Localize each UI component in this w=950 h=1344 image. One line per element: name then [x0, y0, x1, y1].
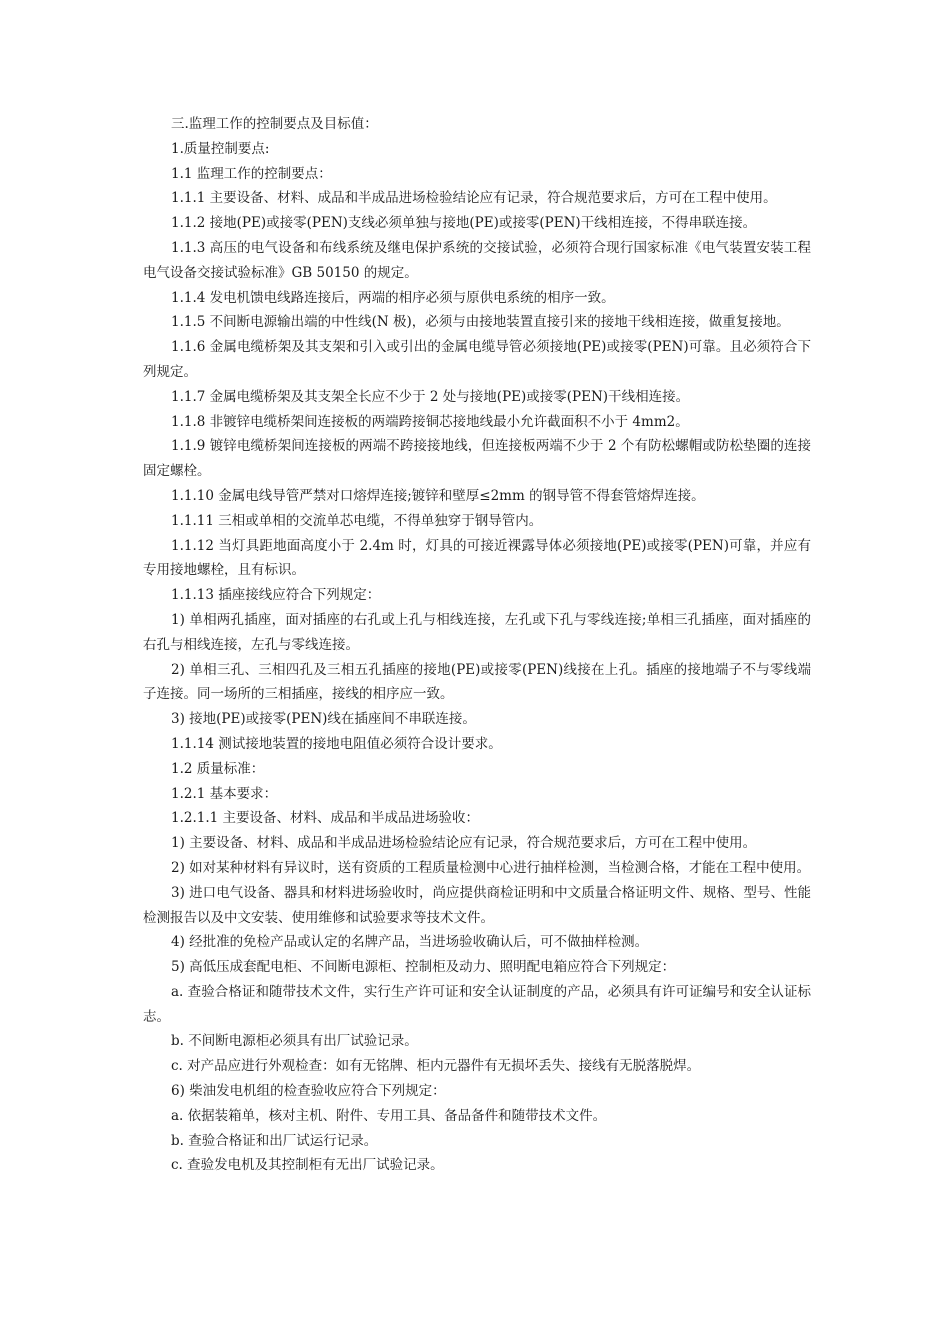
- list-item: a. 依据装箱单，核对主机、附件、专用工具、备品备件和随带技术文件。: [171, 1107, 607, 1124]
- list-item: 2) 单相三孔、三相四孔及三相五孔插座的接地(PE)或接零(PEN)线接在上孔。插座的接地端子不与零线端子连接。同一场所的三相插座，接线的相序应一致。: [143, 661, 811, 703]
- section-heading: 三.监理工作的控制要点及目标值：: [171, 116, 378, 132]
- subsection-heading: 1.2 质量标准：: [171, 760, 265, 777]
- subsection-heading: 1.质量控制要点:: [171, 140, 270, 157]
- list-item: 3) 进口电气设备、器具和材料进场验收时，尚应提供商检证明和中文质量合格证明文件、规格、型号、性能检测报告以及中文安装、使用维修和试验要求等技术文件。: [143, 884, 811, 926]
- list-item: 5) 高低压成套配电柜、不间断电源柜、控制柜及动力、照明配电箱应符合下列规定：: [171, 959, 676, 976]
- list-item: 2) 如对某种材料有异议时，送有资质的工程质量检测中心进行抽样检测，当检测合格，才能在工程中使用。: [171, 859, 811, 876]
- paragraph: 1.1.11 三相或单相的交流单芯电缆，不得单独穿于钢导管内。: [171, 512, 543, 529]
- list-item: 4) 经批准的免检产品或认定的名牌产品，当进场验收确认后，可不做抽样检测。: [171, 934, 649, 951]
- paragraph: 1.1.12 当灯具距地面高度小于 2.4m 时，灯具的可接近裸露导体必须接地(PE)或接零(PEN)可靠，并应有专用接地螺栓，且有标识。: [143, 537, 811, 579]
- subsection-heading: 1.1 监理工作的控制要点：: [171, 165, 332, 182]
- list-item: c. 查验发电机及其控制柜有无出厂试验记录。: [171, 1157, 444, 1174]
- list-item: 1) 单相两孔插座，面对插座的右孔或上孔与相线连接，左孔或下孔与零线连接;单相三孔插座，面对插座的右孔与相线连接，左孔与零线连接。: [143, 611, 811, 653]
- list-item: b. 查验合格证和出厂试运行记录。: [171, 1132, 378, 1149]
- list-item: 6) 柴油发电机组的检查验收应符合下列规定：: [171, 1083, 446, 1100]
- list-item: 3) 接地(PE)或接零(PEN)线在插座间不串联连接。: [171, 711, 476, 728]
- paragraph: 1.1.8 非镀锌电缆桥架间连接板的两端跨接铜芯接地线最小允许截面积不小于 4mm2。: [171, 413, 689, 430]
- paragraph: 1.1.9 镀锌电缆桥架间连接板的两端不跨接接地线，但连接板两端不少于 2 个有防松螺帽或防松垫圈的连接固定螺栓。: [143, 438, 811, 480]
- paragraph: 1.1.6 金属电缆桥架及其支架和引入或引出的金属电缆导管必须接地(PE)或接零(PEN)可靠。且必须符合下列规定。: [143, 339, 811, 380]
- paragraph: 1.1.7 金属电缆桥架及其支架全长应不少于 2 处与接地(PE)或接零(PEN)干线相连接。: [171, 388, 690, 405]
- list-item: 1) 主要设备、材料、成品和半成品进场检验结论应有记录，符合规范要求后，方可在工程中使用。: [171, 835, 757, 852]
- paragraph: 1.1.4 发电机馈电线路连接后，两端的相序必须与原供电系统的相序一致。: [171, 289, 615, 306]
- paragraph: 1.1.2 接地(PE)或接零(PEN)支线必须单独与接地(PE)或接零(PEN)干线相连接，不得串联连接。: [171, 215, 757, 232]
- paragraph: 1.1.1 主要设备、材料、成品和半成品进场检验结论应有记录，符合规范要求后，方可在工程中使用。: [171, 190, 777, 207]
- paragraph: 1.1.14 测试接地装置的接地电阻值必须符合设计要求。: [171, 735, 502, 752]
- paragraph: 1.1.10 金属电线导管严禁对口熔焊连接;镀锌和壁厚≤2mm 的钢导管不得套管熔焊连接。: [171, 487, 705, 504]
- subsection-heading: 1.2.1.1 主要设备、材料、成品和半成品进场验收：: [171, 810, 480, 827]
- list-item: a. 查验合格证和随带技术文件，实行生产许可证和安全认证制度的产品，必须具有许可证编号和安全认证标志。: [143, 983, 811, 1025]
- paragraph: 1.1.13 插座接线应符合下列规定：: [171, 587, 381, 604]
- list-item: b. 不间断电源柜必须具有出厂试验记录。: [171, 1033, 418, 1050]
- subsection-heading: 1.2.1 基本要求：: [171, 785, 278, 802]
- paragraph: 1.1.5 不间断电源输出端的中性线(N 极)，必须与由接地装置直接引来的接地干线相连接，做重复接地。: [171, 314, 790, 331]
- document-page: [143, 112, 811, 1178]
- paragraph: 1.1.3 高压的电气设备和布线系统及继电保护系统的交接试验，必须符合现行国家标准《电气装置安装工程电气设备交接试验标准》GB 50150 的规定。: [143, 239, 811, 281]
- list-item: c. 对产品应进行外观检查：如有无铭牌、柜内元器件有无损坏丢失、接线有无脱落脱焊。: [171, 1058, 701, 1075]
